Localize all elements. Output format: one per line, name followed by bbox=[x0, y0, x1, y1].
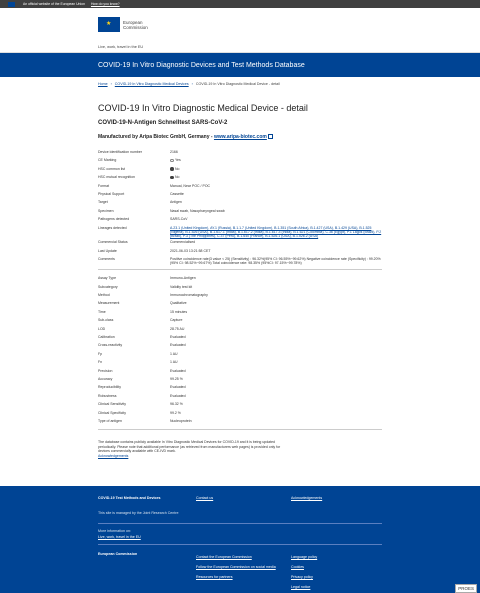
detail-row bbox=[98, 299, 382, 307]
detail-label: Fn bbox=[98, 360, 103, 365]
detail-label: Method bbox=[98, 293, 110, 298]
detail-value-text: Capture bbox=[170, 318, 183, 323]
subheader-text: Live, work, travel in the EU bbox=[98, 44, 144, 49]
detail-row bbox=[98, 238, 382, 246]
manufacturer-text: Manufactured by Aripa Biotec GmbH, Germany - bbox=[98, 134, 214, 140]
detail-value-text: SARS-CoV bbox=[170, 217, 188, 222]
detail-label: Measurement bbox=[98, 301, 120, 306]
detail-label: Pathogens detected bbox=[98, 217, 130, 222]
detail-value-text: 15 minutes bbox=[170, 309, 188, 314]
detail-value-text: Evaluated bbox=[170, 368, 186, 373]
footer-ec-title: European Commission bbox=[98, 552, 138, 556]
detail-label: Commercial Status bbox=[98, 240, 128, 245]
detail-value bbox=[170, 352, 382, 356]
subheader bbox=[0, 41, 480, 53]
chevron-right-icon: › bbox=[110, 82, 112, 86]
detail-value-text: Positive coincidence rate(3 value < 25) (Sensitivity) : 96.32%(95% CI: 96.55%~99.62%) Negative coincidence rate (Specificity) : 99.20%(95% CI: 98.52%~99.67%) Total coincidence rate: 98.35% (95%CI: 97.15%~99.78%) bbox=[170, 256, 381, 266]
detail-row bbox=[98, 274, 382, 282]
page-banner bbox=[0, 53, 480, 77]
detail-label: Format bbox=[98, 183, 110, 188]
detail-value bbox=[170, 240, 382, 244]
detail-value bbox=[170, 158, 382, 162]
detail-row bbox=[98, 325, 382, 333]
acknowledgements-link[interactable]: Acknowledgements bbox=[98, 453, 129, 458]
main-content bbox=[0, 103, 480, 458]
disclaimer-text: The database contains publicly available In Vitro Diagnostic Medical Devices for COVID-19 and it is being updated periodically. Please note that additional performance (as retrieved from manufacturers web pages) is provided only for devices commercially available with CE-IVD mark. bbox=[98, 440, 281, 454]
official-eu-bar bbox=[0, 0, 480, 8]
detail-row bbox=[98, 190, 382, 198]
detail-value bbox=[170, 217, 382, 221]
pros-badge: PROES bbox=[455, 584, 477, 593]
detail-label: Comments bbox=[98, 256, 115, 261]
device-details bbox=[98, 148, 382, 265]
detail-value-text: Validity test kit bbox=[170, 284, 193, 289]
detail-label: Target bbox=[98, 200, 108, 205]
breadcrumb-devices[interactable]: COVID-19 In Vitro Diagnostic Medical Devices bbox=[114, 82, 189, 86]
detail-label: Reproducibility bbox=[98, 385, 121, 390]
detail-row bbox=[98, 333, 382, 341]
detail-row bbox=[98, 358, 382, 366]
detail-row bbox=[98, 383, 382, 391]
detail-value-text: Immuno-Antigen bbox=[170, 276, 196, 281]
detail-row bbox=[98, 255, 382, 265]
detail-value-text: Evaluated bbox=[170, 393, 186, 398]
detail-row bbox=[98, 182, 382, 190]
device-name: COVID-19-N-Antigen Schnelltest SARS-CoV-2 bbox=[98, 120, 228, 126]
detail-value bbox=[170, 184, 382, 188]
detail-label: HSC common list bbox=[98, 166, 126, 171]
detail-row bbox=[98, 316, 382, 324]
detail-value-text: Nucleoprotein bbox=[170, 418, 192, 423]
detail-value-text: Manual, Near POC / POC bbox=[170, 183, 211, 188]
detail-value bbox=[170, 285, 382, 289]
breadcrumb-current: COVID-19 In Vitro Diagnostic Medical Device - detail bbox=[195, 82, 280, 86]
disclaimer bbox=[98, 440, 288, 458]
detail-value bbox=[170, 200, 382, 204]
detail-row bbox=[98, 148, 382, 156]
detail-value bbox=[170, 411, 382, 415]
detail-label: Accuracy bbox=[98, 377, 113, 381]
detail-value-text: 99.2 % bbox=[170, 410, 181, 415]
detail-row bbox=[98, 156, 382, 164]
detail-value bbox=[170, 192, 382, 196]
detail-label: Subcategory bbox=[98, 284, 118, 289]
detail-row bbox=[98, 207, 382, 215]
detail-value bbox=[170, 343, 382, 347]
detail-row bbox=[98, 173, 382, 181]
detail-value bbox=[170, 293, 382, 297]
footer-link-legal[interactable]: Legal notice bbox=[291, 585, 311, 589]
detail-row bbox=[98, 247, 382, 255]
ec-logo[interactable] bbox=[98, 17, 148, 32]
detail-row bbox=[98, 409, 382, 417]
page-title: COVID-19 In Vitro Diagnostic Medical Device - detail bbox=[98, 103, 308, 113]
footer-acknowledgements-link[interactable]: Acknowledgements bbox=[291, 496, 323, 500]
detail-value-text: Nasal swab, Nasopharyngeal swab bbox=[170, 208, 225, 213]
detail-label: Specimen bbox=[98, 208, 114, 213]
footer-divider bbox=[98, 544, 382, 545]
site-footer bbox=[0, 486, 480, 593]
detail-label: Robustness bbox=[98, 393, 117, 398]
detail-row bbox=[98, 283, 382, 291]
detail-label: Sub-class bbox=[98, 318, 114, 323]
detail-row bbox=[98, 350, 382, 358]
detail-row bbox=[98, 165, 382, 173]
footer-link-contact-ec[interactable]: Contact the European Commission bbox=[196, 555, 252, 559]
detail-label: Fp bbox=[98, 351, 103, 356]
detail-label: Clinical Specificity bbox=[98, 410, 127, 415]
detail-value-text: Immunochromatography bbox=[170, 293, 208, 298]
detail-label: Time bbox=[98, 309, 106, 314]
detail-value bbox=[170, 257, 382, 265]
detail-row bbox=[98, 291, 382, 299]
footer-link-language[interactable]: Language policy bbox=[291, 555, 318, 559]
detail-value bbox=[170, 402, 382, 406]
detail-row bbox=[98, 417, 382, 425]
detail-value bbox=[170, 276, 382, 280]
footer-site-title: COVID-19 Test Methods and Devices bbox=[98, 496, 161, 500]
section-divider bbox=[98, 429, 382, 430]
detail-label: Device identification number bbox=[98, 150, 142, 154]
detail-value bbox=[170, 335, 382, 339]
chevron-right-icon: › bbox=[191, 82, 193, 86]
detail-label: Lineages detected bbox=[98, 225, 127, 230]
official-text: An official website of the European Union bbox=[23, 2, 85, 6]
section-divider bbox=[98, 269, 382, 270]
footer-link-resources[interactable]: Resources for partners bbox=[196, 575, 233, 579]
detail-value bbox=[170, 360, 382, 364]
detail-value-text: Qualitative bbox=[170, 301, 187, 306]
detail-value-text: 1 AU bbox=[170, 360, 178, 365]
detail-value bbox=[170, 167, 382, 171]
detail-value-text: Commercialised bbox=[170, 240, 196, 245]
detail-value bbox=[170, 327, 382, 331]
detail-row bbox=[98, 224, 382, 239]
detail-value bbox=[170, 419, 382, 423]
detail-value bbox=[170, 385, 382, 389]
external-link-icon bbox=[268, 134, 273, 139]
detail-row bbox=[98, 341, 382, 349]
detail-value-text: 2166 bbox=[170, 150, 178, 154]
eu-flag-icon bbox=[8, 2, 15, 7]
detail-value-text: 28.75 AU bbox=[170, 326, 185, 331]
detail-value bbox=[170, 377, 382, 381]
breadcrumb-home[interactable]: Home bbox=[98, 82, 108, 86]
detail-value-text: 1 AU bbox=[170, 351, 178, 356]
banner-title: COVID-19 In Vitro Diagnostic Devices and Test Methods Database bbox=[98, 61, 305, 69]
detail-row bbox=[98, 367, 382, 375]
detail-value-text: Yes bbox=[175, 158, 181, 163]
detail-row bbox=[98, 392, 382, 400]
detail-label: LOD bbox=[98, 326, 106, 331]
detail-value bbox=[170, 249, 382, 253]
detail-label: Calibration bbox=[98, 335, 115, 340]
detail-value-text: No bbox=[175, 166, 180, 171]
how-do-you-know-link[interactable]: How do you know? bbox=[90, 2, 120, 6]
detail-row bbox=[98, 400, 382, 408]
detail-value-text: Cassette bbox=[170, 191, 184, 196]
footer-managed-text: This site is managed by the Joint Research Centre bbox=[98, 511, 179, 515]
detail-value bbox=[170, 150, 382, 154]
radio-no-icon bbox=[170, 176, 174, 180]
footer-col2 bbox=[196, 552, 276, 582]
detail-label: Type of antigen bbox=[98, 418, 122, 423]
assay-details bbox=[98, 274, 382, 425]
logo-line2: Commission bbox=[123, 24, 148, 30]
detail-value-text: Evaluated bbox=[170, 343, 186, 348]
footer-divider bbox=[98, 523, 382, 524]
detail-row bbox=[98, 198, 382, 206]
detail-value-text: 96.32 % bbox=[170, 402, 183, 407]
manufacturer bbox=[98, 134, 382, 140]
lineages-link[interactable]: A.23.1 (United Kingdom), AY.1 (Russia), B.1.1.7 (United Kingdom), B.1.351 (South Africa), B.1.427 (USA), B.1.429 (USA), B.1.525 (Nigeria), B.1.526 (USA), B.1.617.1 (India), B.1.617.2 (India), B.1.617.3 (India), B.1.621 (Colombia), C.36 (Egypt), P.1 Lagos (Brazil), P.2 (Brazil), P.3 (The Philippines), C.37 (Peru), B.1.640 (France), B.1.526.1 (USA), B.1.526.2 (USA) bbox=[170, 225, 382, 238]
manufacturer-link[interactable]: www.aripa-biotec.com bbox=[213, 134, 267, 140]
detail-row bbox=[98, 308, 382, 316]
breadcrumb bbox=[0, 77, 480, 91]
detail-label: Assay Type bbox=[98, 276, 117, 281]
detail-value bbox=[170, 209, 382, 213]
footer-link-privacy[interactable]: Privacy policy bbox=[291, 575, 313, 579]
site-header bbox=[0, 8, 480, 41]
detail-value bbox=[170, 318, 382, 322]
footer-live-work-link[interactable]: Live, work, travel in the EU bbox=[98, 535, 141, 539]
footer-more-info: More information on: bbox=[98, 529, 131, 533]
radio-yes-icon bbox=[170, 159, 174, 163]
footer-link-cookies[interactable]: Cookies bbox=[291, 565, 304, 569]
detail-label: HSC mutual recognition bbox=[98, 175, 135, 180]
detail-label: CE Marking bbox=[98, 158, 117, 163]
detail-value-text: 2021-06-03 13:21:58 CET bbox=[170, 248, 211, 253]
footer-link-social-media[interactable]: Follow the European Commission on social media bbox=[196, 565, 276, 569]
detail-value-text: No bbox=[175, 175, 180, 180]
radio-no-icon bbox=[170, 167, 174, 171]
detail-label: Physical Support bbox=[98, 191, 125, 196]
detail-value bbox=[170, 369, 382, 373]
detail-row bbox=[98, 375, 382, 383]
detail-value bbox=[170, 226, 382, 239]
detail-label: Clinical Sensitivity bbox=[98, 402, 127, 407]
detail-row bbox=[98, 215, 382, 223]
detail-value bbox=[170, 310, 382, 314]
detail-value-text: 99.25 % bbox=[170, 377, 183, 381]
logo-line1: European bbox=[123, 19, 143, 25]
detail-value-text: Evaluated bbox=[170, 335, 186, 340]
detail-label: Precision bbox=[98, 368, 113, 373]
detail-value bbox=[170, 394, 382, 398]
ec-flag-icon bbox=[98, 17, 120, 32]
detail-value bbox=[170, 175, 382, 179]
footer-contact-link[interactable]: Contact us bbox=[196, 496, 214, 500]
detail-label: Cross-reactivity bbox=[98, 343, 123, 348]
footer-col3 bbox=[291, 552, 317, 592]
detail-value-text: Evaluated bbox=[170, 385, 186, 390]
detail-value-text: Antigen bbox=[170, 200, 182, 205]
detail-label: Last Update bbox=[98, 248, 117, 253]
detail-value bbox=[170, 301, 382, 305]
